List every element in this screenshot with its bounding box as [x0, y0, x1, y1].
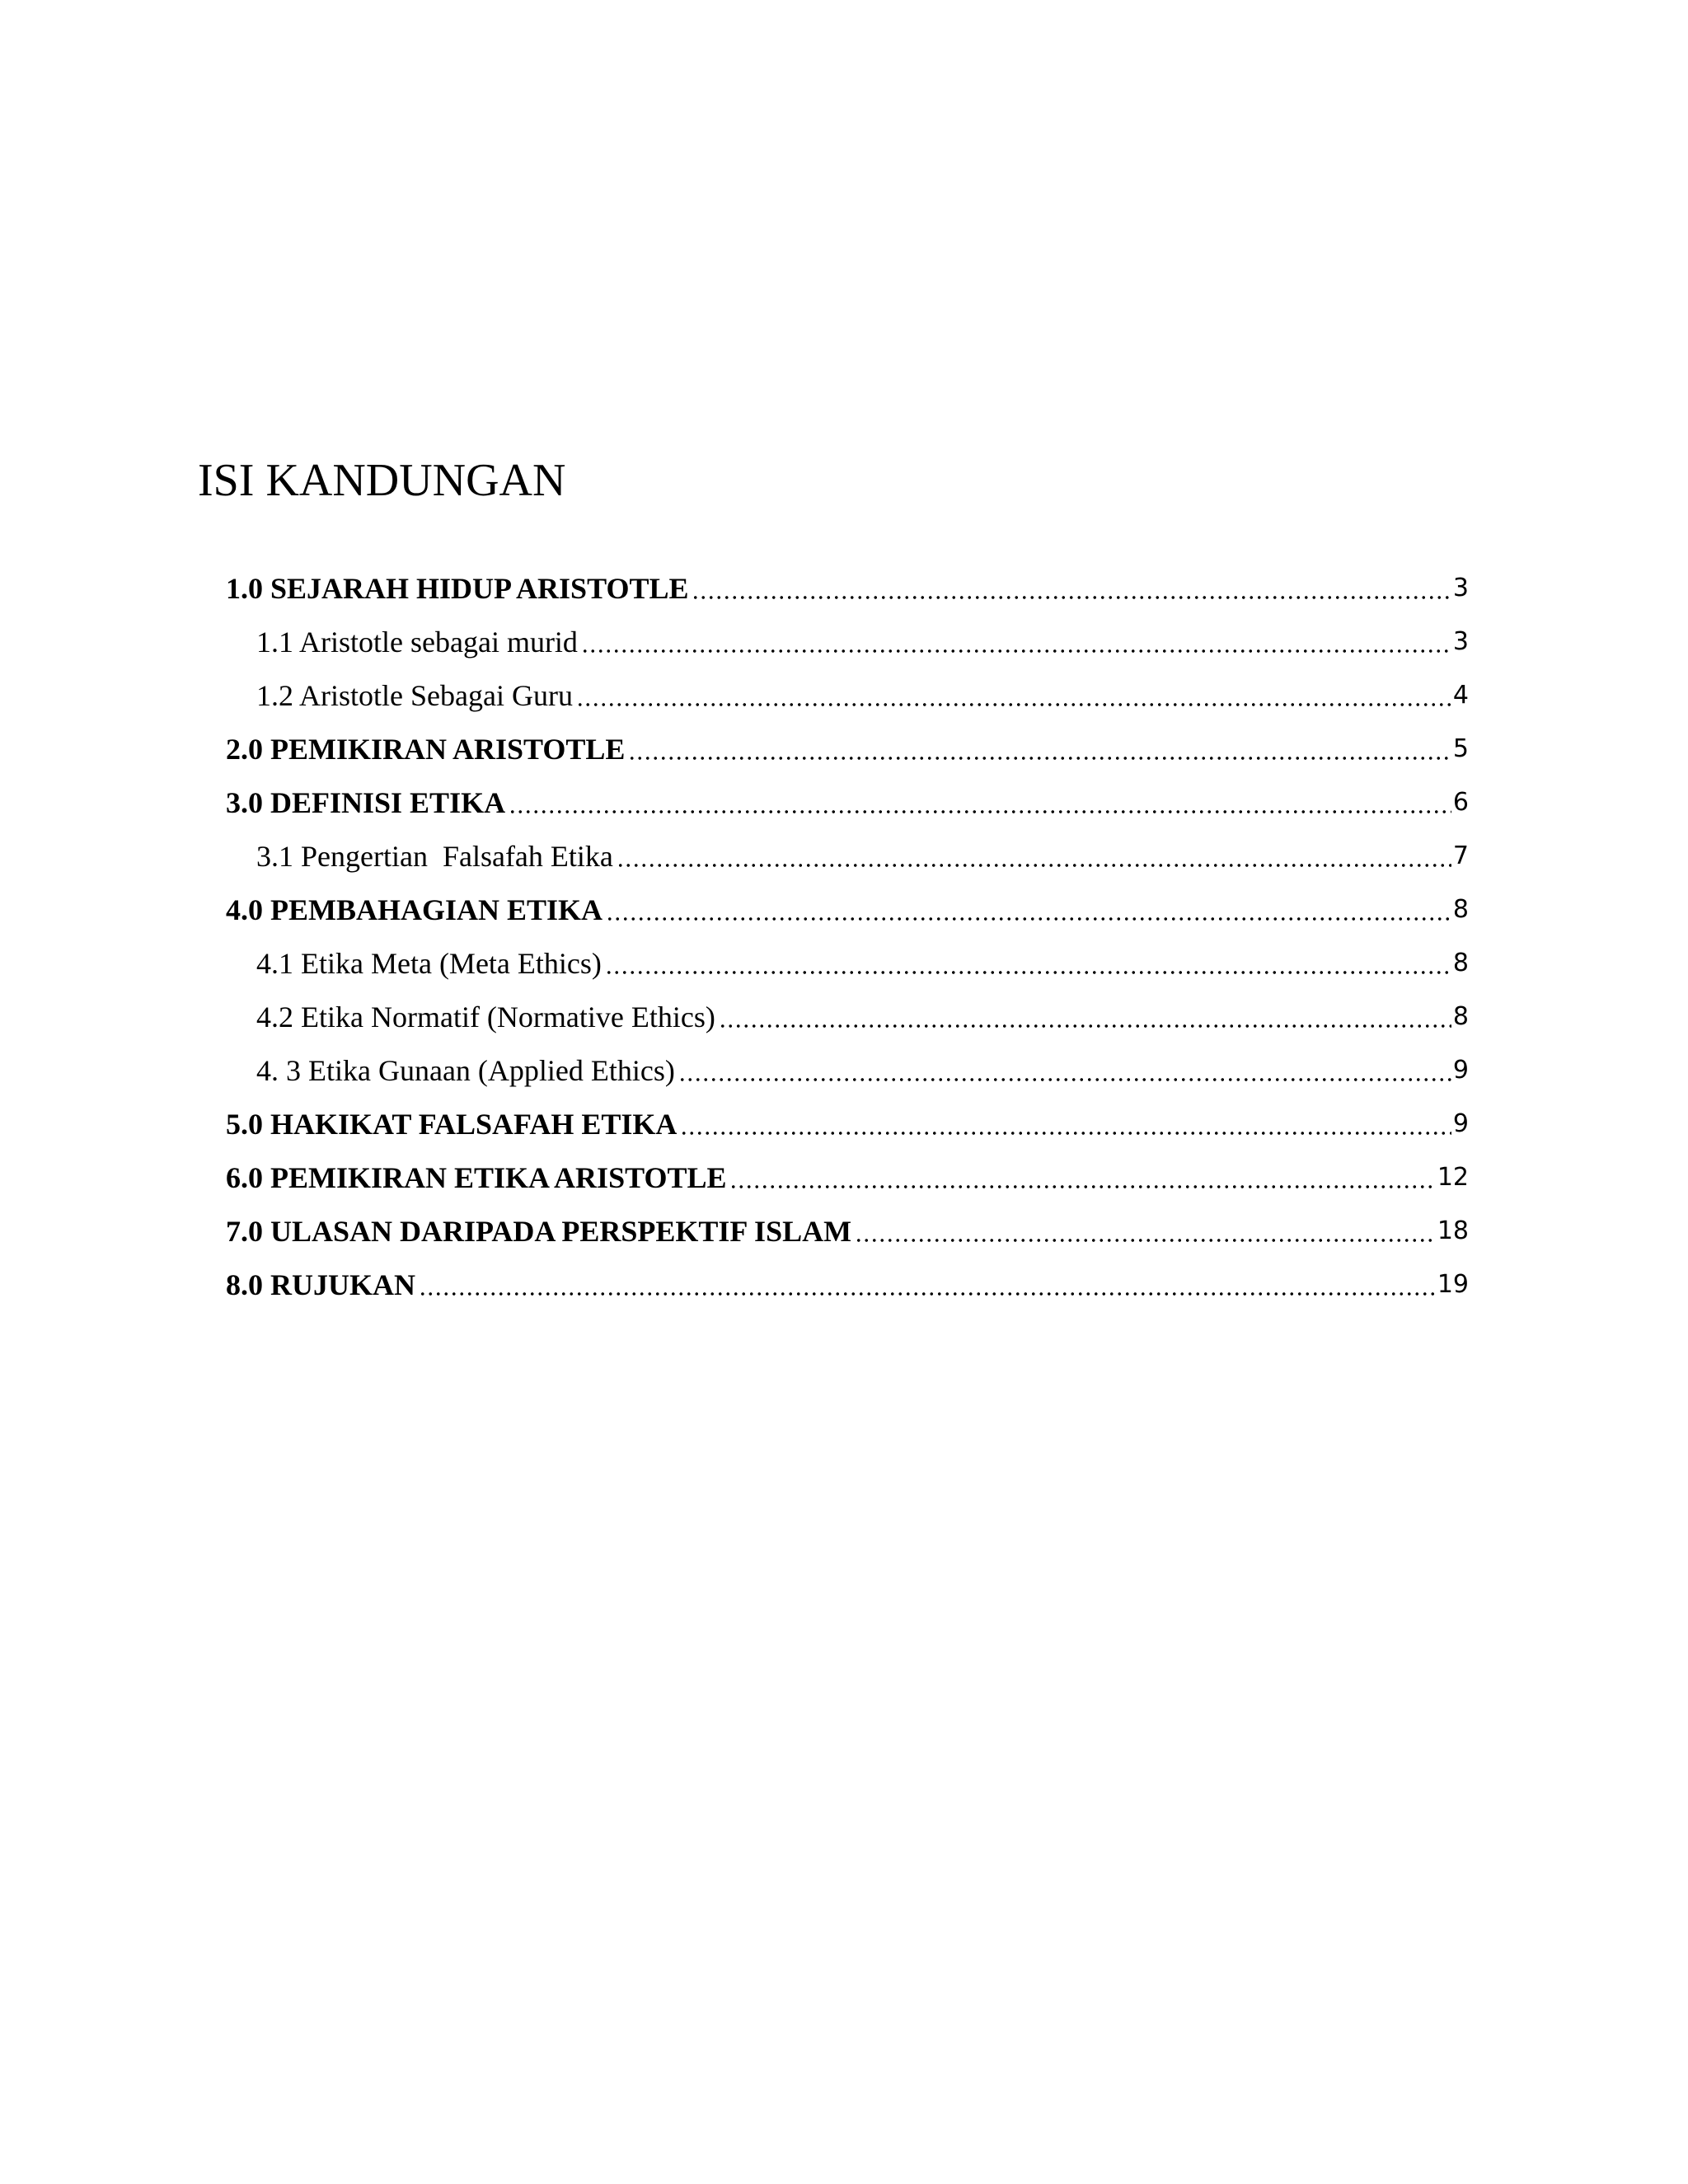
toc-dot-leader	[729, 1184, 1435, 1189]
toc-dot-leader	[606, 916, 1451, 921]
toc-entry-6-0[interactable]	[226, 1150, 1469, 1203]
toc-entry-5-0[interactable]	[226, 1096, 1469, 1150]
toc-page-number: 6	[1452, 788, 1469, 817]
toc-dot-leader	[617, 863, 1451, 868]
toc-entry-7-0[interactable]	[226, 1203, 1469, 1257]
toc-page-number: 8	[1452, 949, 1469, 977]
page-title: ISI KANDUNGAN	[198, 455, 566, 506]
toc-entry-label: 1.2 Aristotle Sebagai Guru	[256, 679, 573, 712]
toc-page-number: 9	[1452, 1056, 1469, 1085]
toc-entry-8-0[interactable]	[226, 1257, 1469, 1310]
toc-page-number: 8	[1452, 895, 1469, 924]
toc-dot-leader	[680, 1131, 1451, 1136]
toc-entry-label: 2.0 PEMIKIRAN ARISTOTLE	[226, 733, 626, 766]
toc-entry-4-0[interactable]	[226, 882, 1469, 935]
toc-page-number: 7	[1452, 841, 1469, 870]
toc-dot-leader	[419, 1291, 1436, 1296]
toc-entry-label: 4.1 Etika Meta (Meta Ethics)	[256, 947, 602, 980]
toc-page-number: 3	[1452, 627, 1469, 656]
toc-entry-label: 7.0 ULASAN DARIPADA PERSPEKTIF ISLAM	[226, 1215, 852, 1248]
toc-page-number: 19	[1437, 1270, 1469, 1299]
toc-entry-label: 8.0 RUJUKAN	[226, 1268, 415, 1301]
toc-entry-label: 5.0 HAKIKAT FALSAFAH ETIKA	[226, 1108, 678, 1141]
toc-page-number: 12	[1437, 1163, 1469, 1192]
toc-dot-leader	[719, 1024, 1451, 1029]
toc-entry-4-3[interactable]	[226, 1043, 1469, 1096]
toc-entry-3-1[interactable]	[226, 828, 1469, 882]
toc-entry-2-0[interactable]	[226, 721, 1469, 775]
toc-entry-label: 4. 3 Etika Gunaan (Applied Ethics)	[256, 1054, 675, 1087]
toc-entry-4-1[interactable]	[226, 935, 1469, 989]
toc-entry-1-2[interactable]	[226, 668, 1469, 721]
toc-entry-1-0[interactable]	[226, 560, 1469, 614]
toc-dot-leader	[605, 970, 1451, 975]
toc-entry-label: 6.0 PEMIKIRAN ETIKA ARISTOTLE	[226, 1161, 727, 1194]
toc-page-number: 3	[1452, 574, 1469, 602]
toc-dot-leader	[855, 1238, 1436, 1243]
toc-entry-3-0[interactable]	[226, 775, 1469, 828]
table-of-contents	[226, 560, 1469, 1310]
toc-dot-leader	[628, 756, 1451, 761]
toc-dot-leader	[509, 809, 1451, 814]
toc-page-number: 4	[1452, 681, 1469, 710]
toc-page-number: 9	[1452, 1109, 1469, 1138]
toc-entry-label: 1.1 Aristotle sebagai murid	[256, 626, 578, 658]
toc-entry-label: 4.0 PEMBAHAGIAN ETIKA	[226, 893, 603, 926]
toc-entry-label: 3.1 Pengertian Falsafah Etika	[256, 840, 613, 873]
toc-dot-leader	[678, 1077, 1451, 1082]
toc-dot-leader	[581, 649, 1451, 654]
toc-entry-1-1[interactable]	[226, 614, 1469, 668]
toc-entry-label: 1.0 SEJARAH HIDUP ARISTOTLE	[226, 572, 689, 605]
toc-entry-4-2[interactable]	[226, 989, 1469, 1043]
toc-entry-label: 4.2 Etika Normatif (Normative Ethics)	[256, 1001, 715, 1033]
toc-entry-label: 3.0 DEFINISI ETIKA	[226, 786, 506, 819]
toc-page-number: 18	[1437, 1216, 1469, 1245]
toc-page-number: 5	[1452, 734, 1469, 763]
toc-page-number: 8	[1452, 1002, 1469, 1031]
toc-dot-leader	[692, 595, 1451, 600]
toc-dot-leader	[576, 702, 1451, 707]
